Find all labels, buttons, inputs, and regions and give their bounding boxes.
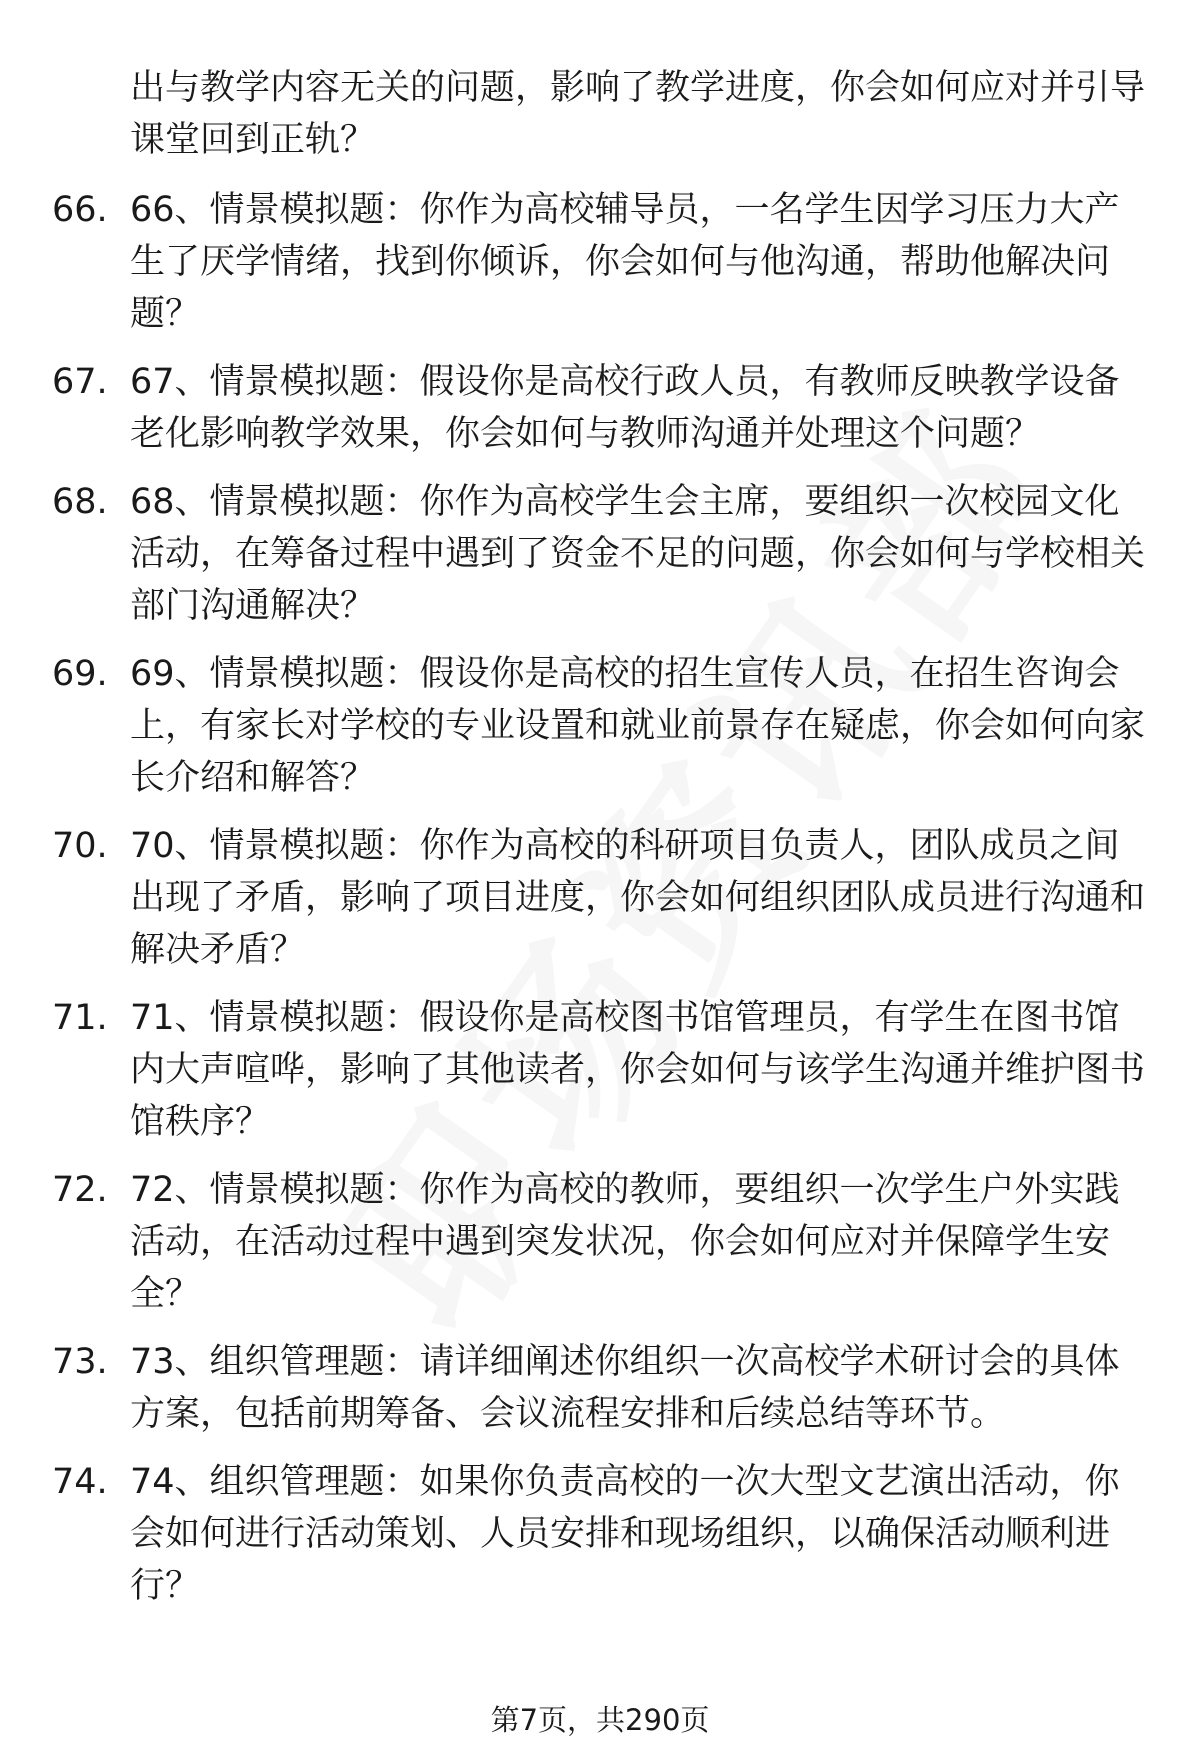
question-text: 72、情景模拟题：你作为高校的教师，要组织一次学生户外实践活动，在活动过程中遇到突发状况，你会如何应对并保障学生安全？: [130, 1170, 1120, 1314]
question-text: 69、情景模拟题：假设你是高校的招生宣传人员，在招生咨询会上，有家长对学校的专业设置和就业前景存在疑虑，你会如何向家长介绍和解答？: [130, 654, 1146, 798]
question-number: 71.: [52, 998, 108, 1038]
question-item: [0, 820, 1150, 976]
question-text: 71、情景模拟题：假设你是高校图书馆管理员，有学生在图书馆内大声喧哗，影响了其他读者，你会如何与该学生沟通并维护图书馆秩序？: [130, 998, 1146, 1142]
question-text: 67、情景模拟题：假设你是高校行政人员，有教师反映教学设备老化影响教学效果，你会如何与教师沟通并处理这个问题？: [130, 362, 1120, 454]
question-text: 66、情景模拟题：你作为高校辅导员，一名学生因学习压力大产生了厌学情绪，找到你倾诉，你会如何与他沟通，帮助他解决问题？: [130, 190, 1120, 334]
question-text: 68、情景模拟题：你作为高校学生会主席，要组织一次校园文化活动，在筹备过程中遇到了资金不足的问题，你会如何与学校相关部门沟通解决？: [130, 482, 1146, 626]
question-item: [0, 992, 1150, 1148]
question-item: [0, 184, 1150, 340]
question-item: [0, 648, 1150, 804]
question-text: 73、组织管理题：请详细阐述你组织一次高校学术研讨会的具体方案，包括前期筹备、会议流程安排和后续总结等环节。: [130, 1342, 1120, 1434]
question-number: 72.: [52, 1170, 108, 1210]
question-item: [0, 1164, 1150, 1320]
question-item: [0, 1456, 1150, 1612]
question-item: [0, 476, 1150, 632]
question-text: 70、情景模拟题：你作为高校的科研项目负责人，团队成员之间出现了矛盾，影响了项目进度，你会如何组织团队成员进行沟通和解决矛盾？: [130, 826, 1146, 970]
continued-question-text: 出与教学内容无关的问题，影响了教学进度，你会如何应对并引导课堂回到正轨？: [130, 68, 1146, 160]
question-text: 74、组织管理题：如果你负责高校的一次大型文艺演出活动，你会如何进行活动策划、人员安排和现场组织，以确保活动顺利进行？: [130, 1462, 1120, 1606]
question-number: 73.: [52, 1342, 108, 1382]
question-number: 69.: [52, 654, 108, 694]
question-number: 70.: [52, 826, 108, 866]
question-number: 74.: [52, 1462, 108, 1502]
question-number: 68.: [52, 482, 108, 522]
question-item: [0, 356, 1150, 460]
question-list: [0, 184, 1200, 1628]
question-item: [0, 1336, 1150, 1440]
question-number: 66.: [52, 190, 108, 230]
page-footer: 第7页，共290页: [490, 1703, 710, 1737]
question-number: 67.: [52, 362, 108, 402]
